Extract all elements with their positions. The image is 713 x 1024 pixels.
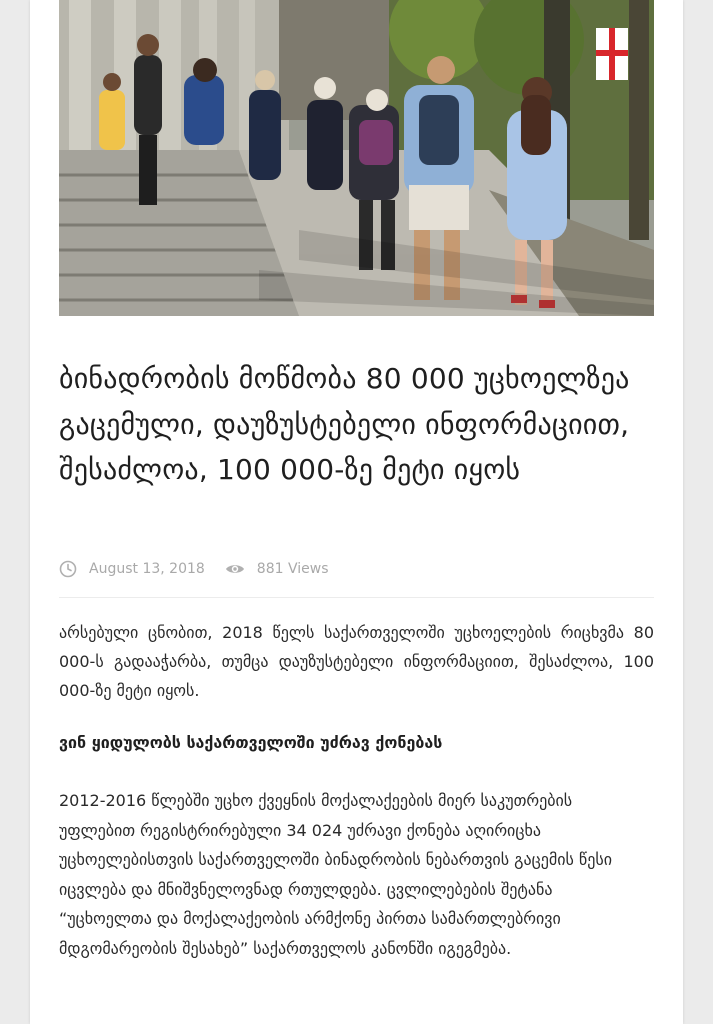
meta-divider [59, 597, 654, 598]
article-views: 881 Views [256, 561, 329, 577]
article-meta [59, 557, 349, 581]
article-subheading: ვინ ყიდულობს საქართველოში უძრავ ქონებას [59, 733, 443, 752]
article-hero-image[interactable] [59, 0, 654, 316]
clock-icon [59, 560, 77, 578]
article-card [30, 0, 683, 1024]
article-date: August 13, 2018 [89, 561, 205, 577]
article-paragraph-1: არსებული ცნობით, 2018 წელს საქართველოში უცხოელების რიცხვმა 80 000-ს გადააჭარბა, თუმცა დაუზუსტებელი ინფორმაციით, შესაძლოა, 100 000-ზე მეტი იყოს. [59, 623, 654, 700]
date-meta [59, 560, 205, 578]
eye-icon [225, 562, 245, 576]
article-title: ბინადრობის მოწმობა 80 000 უცხოელზეა გაცემული, დაუზუსტებელი ინფორმაციით, შესაძლოა, 100 000-ზე მეტი იყოს [59, 362, 630, 486]
article-paragraph-2: 2012-2016 წლებში უცხო ქვეყნის მოქალაქეების მიერ საკუთრების უფლებით რეგისტრირებული 34 024 უძრავი ქონება აღირიცხა უცხოელებისთვის საქართველოში ბინადრობის ნებართვის გაცემის წესი იცვლება და მნიშვნელოვნად რთულდება. ცვლილებების შეტანა “უცხოელთა და მოქალაქეობის არმქონე პირთა სამართლებრივი მდგომარეობის შესახებ” საქართველოს კანონში იგეგმება. [59, 791, 612, 958]
views-meta [225, 561, 329, 577]
